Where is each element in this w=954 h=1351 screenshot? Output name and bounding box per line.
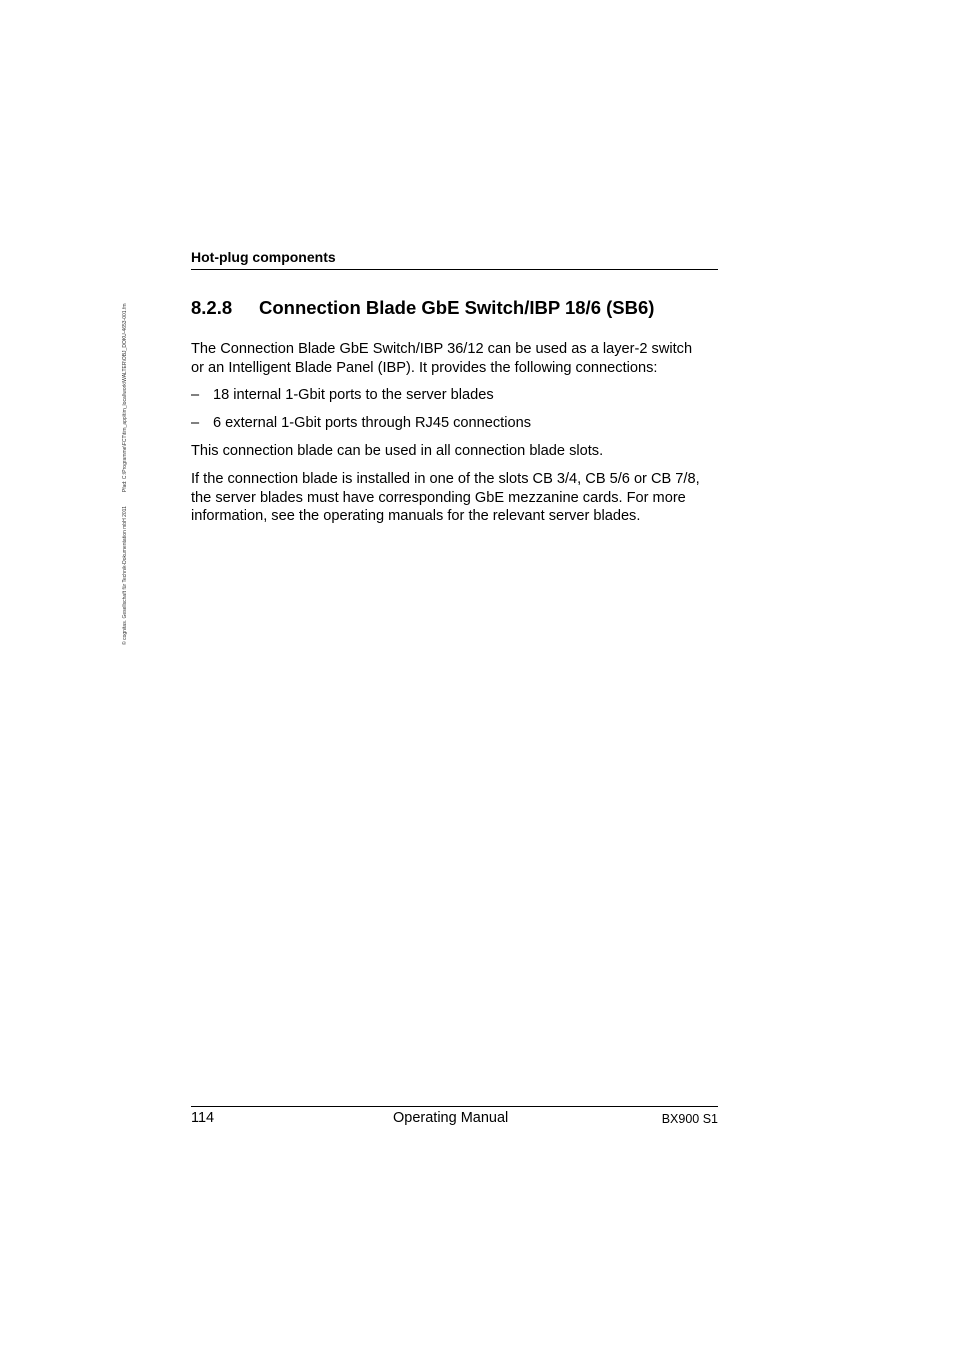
page-number: 114 (191, 1110, 215, 1126)
intro-line: The Connection Blade GbE Switch/IBP 36/12 can be used as a layer-2 switch (191, 341, 693, 357)
usage-paragraph: This connection blade can be used in all connection blade slots. (191, 443, 604, 459)
document-title: Operating Manual (393, 1110, 509, 1126)
note-paragraph (191, 470, 731, 526)
list-dash: – (191, 415, 200, 431)
intro-paragraph (191, 340, 731, 377)
intro-line: or an Intelligent Blade Panel (IBP). It provides the following connections: (191, 359, 658, 376)
list-item (191, 386, 731, 405)
footer-divider (191, 1106, 718, 1107)
section-number: 8.2.8 (191, 297, 233, 318)
list-item (191, 414, 731, 433)
section-heading (191, 297, 654, 319)
copyright-note: © cognitas. Gesellschaft für Technik-Dokumentation mbH 2011 (122, 506, 128, 645)
list-item-text: 6 external 1-Gbit ports through RJ45 connections (213, 415, 531, 431)
list-item-text: 18 internal 1-Gbit ports to the server blades (213, 387, 494, 403)
section-title: Connection Blade GbE Switch/IBP 18/6 (SB6) (259, 297, 655, 318)
note-line: information, see the operating manuals for the relevant server blades. (191, 508, 641, 524)
header-divider (191, 269, 718, 270)
model-name: BX900 S1 (661, 1112, 718, 1126)
file-path-note: Pfad: C:\Programme\FCT\tim_app\tim_local\work\WALTER\OBJ_DOKU-4653-001.fm (122, 303, 128, 493)
list-dash: – (191, 387, 200, 403)
note-line: the server blades must have corresponding GbE mezzanine cards. For more (191, 489, 686, 506)
side-margin-note (122, 235, 128, 645)
note-line: If the connection blade is installed in one of the slots CB 3/4, CB 5/6 or CB 7/8, (191, 471, 700, 487)
running-header: Hot-plug components (191, 249, 336, 265)
